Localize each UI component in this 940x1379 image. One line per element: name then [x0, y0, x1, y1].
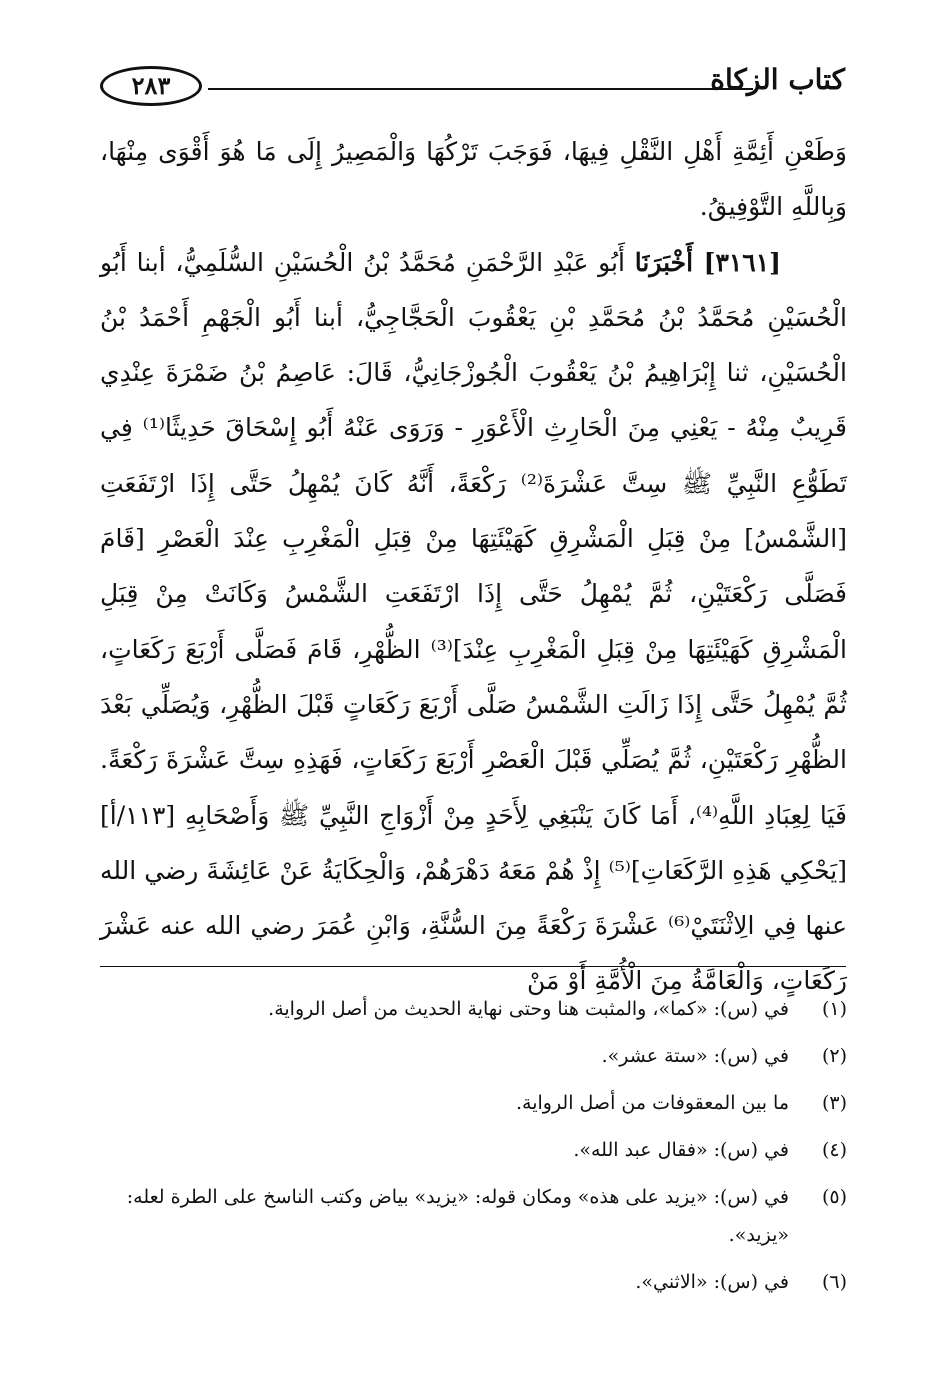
footnote-text: في (س): «فقال عبد الله».: [573, 1139, 789, 1161]
header-rule: [208, 88, 753, 90]
paragraph-text: وَطَعْنِ أَئِمَّةِ أَهْلِ النَّقْلِ فِيهَا، فَوَجَبَ تَرْكُهَا وَالْمَصِيرُ إِلَى مَا هُوَ أَقْوَى مِنْهَا، وَبِاللَّهِ التَّوْفِيقُ.: [100, 137, 847, 222]
footnote: [100, 1263, 847, 1301]
paragraph-text: أَبُو عَبْدِ الرَّحْمَنِ مُحَمَّدُ بْنُ الْحُسَيْنِ السُّلَمِيُّ، أبنا أَبُو الْحُسَيْنِ مُحَمَّدُ بْنُ مُحَمَّدِ بْنِ يَعْقُوبَ الْحَجَّاجِيُّ، أبنا أَبُو الْجَهْمِ أَحْمَدُ بْنُ الْحُسَيْنِ، ثنا إِبْرَاهِيمُ بْنُ يَعْقُوبَ الْجُوزْجَانِيُّ، قَالَ: عَاصِمُ بْنُ ضَمْرَةَ عِنْدِي قَرِيبٌ مِنْهُ - يَعْنِي مِنَ الْحَارِثِ الْأَعْوَرِ - وَرَوَى عَنْهُ أَبُو إِسْحَاقَ حَدِيثًا⁽¹⁾ فِي تَطَوُّعِ النَّبِيِّ ﷺ سِتَّ عَشْرَةَ⁽²⁾ رَكْعَةً، أَنَّهُ كَانَ يُمْهِلُ حَتَّى إِذَا ارْتَفَعَتِ [الشَّمْسُ] مِنْ قِبَلِ الْمَشْرِقِ كَهَيْئَتِهَا مِنْ قِبَلِ الْمَغْرِبِ عِنْدَ الْعَصْرِ [قَامَ فَصَلَّى رَكْعَتَيْنِ، ثُمَّ يُمْهِلُ حَتَّى إِذَا ارْتَفَعَتِ الشَّمْسُ وَكَانَتْ مِنْ قِبَلِ الْمَشْرِقِ كَهَيْئَتِهَا مِنْ قِبَلِ الْمَغْرِبِ عِنْدَ]⁽³⁾ الظُّهْرِ، قَامَ فَصَلَّى أَرْبَعَ رَكَعَاتٍ، ثُمَّ يُمْهِلُ حَتَّى إِذَا زَالَتِ الشَّمْسُ صَلَّى أَرْبَعَ رَكَعَاتٍ قَبْلَ الظُّهْرِ، وَيُصَلِّي بَعْدَ الظُّهْرِ رَكْعَتَيْنِ، ثُمَّ يُصَلِّي قَبْلَ الْعَصْرِ أَرْبَعَ رَكَعَاتٍ، فَهَذِهِ سِتَّ عَشْرَةَ رَكْعَةً. فَيَا لِعِبَادِ اللَّهِ⁽⁴⁾، أَمَا كَانَ يَنْبَغِي لِأَحَدٍ مِنْ أَزْوَاجِ النَّبِيِّ ﷺ وَأَصْحَابِهِ [١١٣/أ] [يَحْكِي هَذِهِ الرَّكَعَاتِ]⁽⁵⁾ إِذْ هُمْ مَعَهُ دَهْرَهُمْ، وَالْحِكَايَةُ عَنْ عَائِشَةَ رضي الله عنها فِي الِاثْنَتَيْ⁽⁶⁾ عَشْرَةَ رَكْعَةً مِنَ السُّنَّةِ، وَابْنِ عُمَرَ رضي الله عنه عَشْرَ رَكَعَاتٍ، وَالْعَامَّةُ مِنَ الْأُمَّةِ أَوْ مَنْ: [100, 247, 848, 996]
footnote-number: (٤): [821, 1139, 847, 1161]
footnote-separator: [100, 966, 846, 967]
footnote-number: (١): [821, 998, 847, 1020]
footnote-number: (٢): [821, 1045, 847, 1067]
footnote-text: ما بين المعقوفات من أصل الرواية.: [515, 1092, 789, 1114]
footnote-text: في (س): «كما»، والمثبت هنا وحتى نهاية الحديث من أصل الرواية.: [268, 998, 789, 1020]
page-header: [100, 60, 845, 120]
footnote-number: (٦): [821, 1271, 847, 1293]
footnote: [100, 1084, 847, 1122]
footnote: [100, 990, 847, 1028]
book-title: كتاب الزكاة: [710, 63, 845, 96]
footnote: [100, 1037, 847, 1075]
footnotes: [100, 990, 847, 1310]
footnote-text: في (س): «يزيد على هذه» ومكان قوله: «يزيد» بياض وكتب الناسخ على الطرة لعله: «يزيد».: [126, 1186, 789, 1246]
footnote-text: في (س): «ستة عشر».: [601, 1045, 789, 1067]
footnote: [100, 1178, 847, 1254]
footnote-number: (٥): [821, 1186, 847, 1208]
main-text: [100, 124, 847, 1009]
hadith-number-lead: [٣١٦١] أَخْبَرَنَا: [634, 247, 781, 277]
footnote: [100, 1131, 847, 1169]
footnote-number: (٣): [821, 1092, 847, 1114]
footnote-text: في (س): «الاثني».: [635, 1271, 789, 1293]
hadith-paragraph: [100, 235, 847, 1009]
paragraph: [100, 124, 847, 235]
page-number: ٢٨٣: [100, 66, 202, 106]
